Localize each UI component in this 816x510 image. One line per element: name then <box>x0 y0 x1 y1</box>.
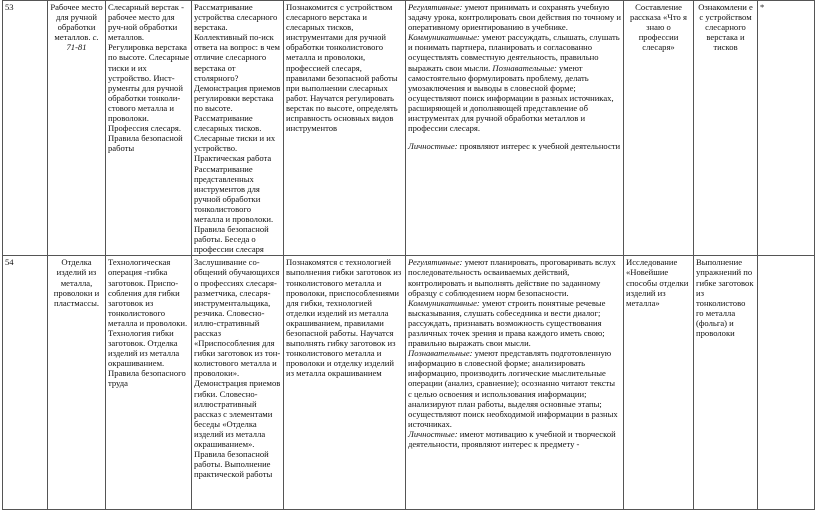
uud-cell <box>406 1 624 256</box>
activities-cell <box>192 1 284 256</box>
communicative-text: умеют строить понятные речевые высказывания, слушать собеседника и вести диалог; рассуждать, признавать возможность существования различных точек зрения и права каждого иметь свою; правильно выражать свои мысли. <box>408 297 606 349</box>
regulatory-label: Регулятивные: <box>408 2 463 12</box>
lesson-number: 54 <box>5 257 14 268</box>
communicative-label: Коммуникативные: <box>408 297 480 308</box>
control-form: Исследование «Новейшие способы отделки изделий из металла» <box>626 257 689 308</box>
cognitive-label: Познавательные: <box>408 348 473 359</box>
homework: Ознакомлени е с устройством слесарного верстака и тисков <box>698 2 753 53</box>
lesson-content-cell <box>106 1 192 256</box>
subject-results-cell <box>284 1 406 256</box>
regulatory-block <box>408 257 621 297</box>
personal-block <box>408 429 621 449</box>
subject-results-cell <box>284 256 406 510</box>
personal-text: имеют мотивацию к учебной и творческой деятельности, проявляют интерес к предмету - <box>408 428 616 450</box>
communicative-text: умеют рассуждать, слышать, слушать и понимать партнера, планировать и согласованно осуществлять совместную деятельность, правильно выражать свои мысли. <box>408 32 620 73</box>
cognitive-label: Познавательные: <box>492 62 557 73</box>
regulatory-text: умеют принимать и сохранять учебную задачу урока, контролировать свои действия по точному и оперативному ориентированию в учебнике. <box>408 2 621 33</box>
communicative-block <box>408 298 621 348</box>
lesson-topic-cell <box>48 1 106 256</box>
regulatory-text: умеют планировать, проговаривать вслух последовательность осваиваемых действий, контролировать и выполнять действие по заданному образцу с соблюдением норм безопасности. <box>408 257 616 298</box>
table-row <box>3 256 815 510</box>
lesson-number-cell <box>3 256 48 510</box>
control-form: Составление рассказа «Что я знаю о профессии слесаря» <box>630 2 687 53</box>
regulatory-block <box>408 2 621 32</box>
table-row <box>3 1 815 256</box>
subject-results: Познакомится с устройством слесарного верстака и слесарных тисков, инструментами для ручной обработки тонколистового металла и проволоки, профессией слесаря, правилами безопасной работы при выполнении слесарных работ. Научатся регулировать верстак по высоте, определять исправность основных видов инструментов <box>286 2 398 134</box>
lesson-content: Технологическая операция -гибка заготовок. Приспо-собления для гибки заготовок из тонколистового металла и проволоки. Технология гибки заготовок. Отделка изделий из металла окрашиванием. Правила безопасного труда <box>108 257 188 389</box>
control-cell <box>624 256 694 510</box>
lesson-topic: Отделка изделий из металла, проволоки и пластмассы. <box>53 257 100 308</box>
personal-text: проявляют интерес к учебной деятельности <box>457 141 621 152</box>
homework: Выполнение упражнений по гибке заготовок из тонколистово го металла (фольга) и проволоки <box>696 257 754 338</box>
communicative-label: Коммуникативные: <box>408 32 480 43</box>
personal-label: Личностные: <box>408 141 458 152</box>
cognitive-block <box>408 348 621 429</box>
student-activities: Рассматривание устройства слесарного верстака. Коллективный по-иск ответа на вопрос: в чем отличие слесарного верстака от столярного? Демонстрация приемов регулировки верстака по высоте. Рассматривание слесарных тисков. Слесарные тиски и их устройство. Практическая работа Рассматривание представленных инструментов для ручной обработки тонколистового металла и проволоки. Правила безопасной работы. Беседа о профессии слесаря <box>194 2 281 255</box>
cognitive-text: умеют представлять подготовленную информацию в словесной форме; анализировать информацию, производить логические мыслительные операции (анализ, сравнение); осознанно читают тексты с целью освоения и использования информации; анализируют план работы, выделяя основные этапы; осуществляют поиск необходимой информации в разных источниках. <box>408 348 618 429</box>
uud-cell <box>406 256 624 510</box>
lesson-topic-cell <box>48 256 106 510</box>
lesson-plan-table <box>2 0 815 510</box>
textbook-reference: с. 71-81 <box>66 32 99 53</box>
personal-label: Личностные: <box>408 428 458 439</box>
date-mark: * <box>760 2 765 12</box>
homework-cell <box>694 256 758 510</box>
lesson-topic: Рабочее место для ручной обработки металлов. <box>50 2 103 43</box>
lesson-content-cell <box>106 256 192 510</box>
cognitive-text: умеют самостоятельно формулировать проблему, делать умозаключения и выводы в словесной форме; осуществляют поиск информации в разных источниках, расширяющей и дополняющей представление об инструментах для ручной обработки металлов и профессии слесаря. <box>408 62 614 134</box>
activities-cell <box>192 256 284 510</box>
regulatory-label: Регулятивные: <box>408 257 463 268</box>
student-activities: Заслушивание со-общений обучающихся о профессиях слесаря-разметчика, слесаря-инструментальщика, резчика. Словесно-иллю-стративный рассказ «Приспособления для гибки заготовок из тон-колистового металла и проволоки». Демонстрация приемов гибки. Словесно-иллюстративный рассказ с элементами беседы «Отделка изделий из металла окрашиванием». Правила безопасной работы. Выполнение практической работы <box>194 257 281 480</box>
homework-cell <box>694 1 758 256</box>
lesson-content: Слесарный верстак - рабочее место для руч-ной обработки металлов. Регулировка верстака по высоте. Слесарные тиски и их устройство. Инст-рументы для ручной обработки тонколи-стового металла и проволоки. Профессия слесаря. Правила безопасной работы <box>108 2 190 154</box>
control-cell <box>624 1 694 256</box>
date-cell <box>758 256 815 510</box>
communicative-block <box>408 32 621 133</box>
personal-block <box>408 141 621 151</box>
subject-results: Познакомятся с технологией выполнения гибки заготовок из тонколистового металла и проволоки, приспособлениями для гибки, технологией отделки изделий из металла окрашиванием, правилами безопасной работы. Научатся выполнять гибку заготовок из тонколистового металла и проволоки и отделку изделий из металла окрашиванием <box>286 257 402 379</box>
date-cell <box>758 1 815 256</box>
lesson-number-cell <box>3 1 48 256</box>
lesson-number: 53 <box>5 2 14 12</box>
